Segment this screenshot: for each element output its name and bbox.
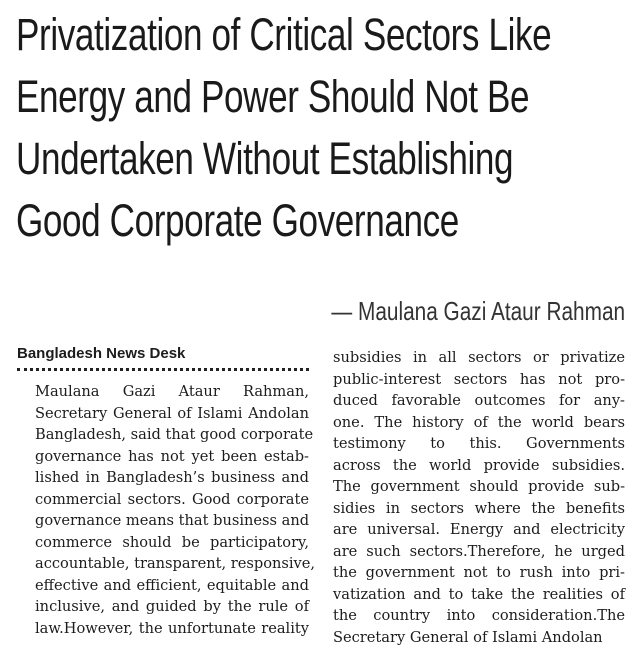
text-line: testimony to this. Governments (333, 433, 625, 455)
text-line: effective and efficient, equitable and (17, 575, 309, 597)
headline-line: Undertaken Without Establishing (16, 128, 492, 190)
text-line: Secretary General of Islami Andolan (333, 627, 625, 648)
text-line: the government not to rush into pri- (333, 562, 625, 584)
headline-line: Good Corporate Governance (16, 190, 492, 252)
text-line: one. The history of the world bears (333, 412, 625, 434)
article-column-left (17, 344, 309, 639)
text-line: subsidies in all sectors or privatize (333, 347, 625, 369)
article-paragraph (17, 381, 309, 639)
text-line: Bangladesh, said that good corporate (17, 424, 309, 446)
text-line: Secretary General of Islami Andolan (17, 403, 309, 425)
text-line: lished in Bangladesh’s business and (17, 467, 309, 489)
text-line: duced favorable outcomes for any- (333, 390, 625, 412)
text-line: are universal. Energy and electricity (333, 519, 625, 541)
text-line: the country into consideration.The (333, 605, 625, 627)
text-line: Maulana Gazi Ataur Rahman, (17, 381, 309, 403)
text-line: are such sectors.Therefore, he urged (333, 541, 625, 563)
text-line: law.However, the unfortunate reality (17, 618, 309, 640)
text-line: governance means that business and (17, 510, 309, 532)
text-line: public-interest sectors has not pro- (333, 369, 625, 391)
byline: — Maulana Gazi Ataur Rahman (331, 296, 625, 326)
text-line: sidies in sectors where the benefits (333, 498, 625, 520)
headline-line: Privatization of Critical Sectors Like (16, 4, 492, 66)
text-line: across the world provide subsidies. (333, 455, 625, 477)
text-line: commercial sectors. Good corporate (17, 489, 309, 511)
section-label: Bangladesh News Desk (17, 344, 309, 371)
headline-line: Energy and Power Should Not Be (16, 66, 492, 128)
headline (16, 4, 492, 252)
text-line: inclusive, and guided by the rule of (17, 596, 309, 618)
article-paragraph (333, 347, 625, 648)
text-line: The government should provide sub- (333, 476, 625, 498)
text-line: commerce should be participatory, (17, 532, 309, 554)
text-line: vatization and to take the realities of (333, 584, 625, 606)
article-column-right (333, 347, 625, 648)
text-line: accountable, transparent, responsive, (17, 553, 309, 575)
text-line: governance has not yet been estab- (17, 446, 309, 468)
